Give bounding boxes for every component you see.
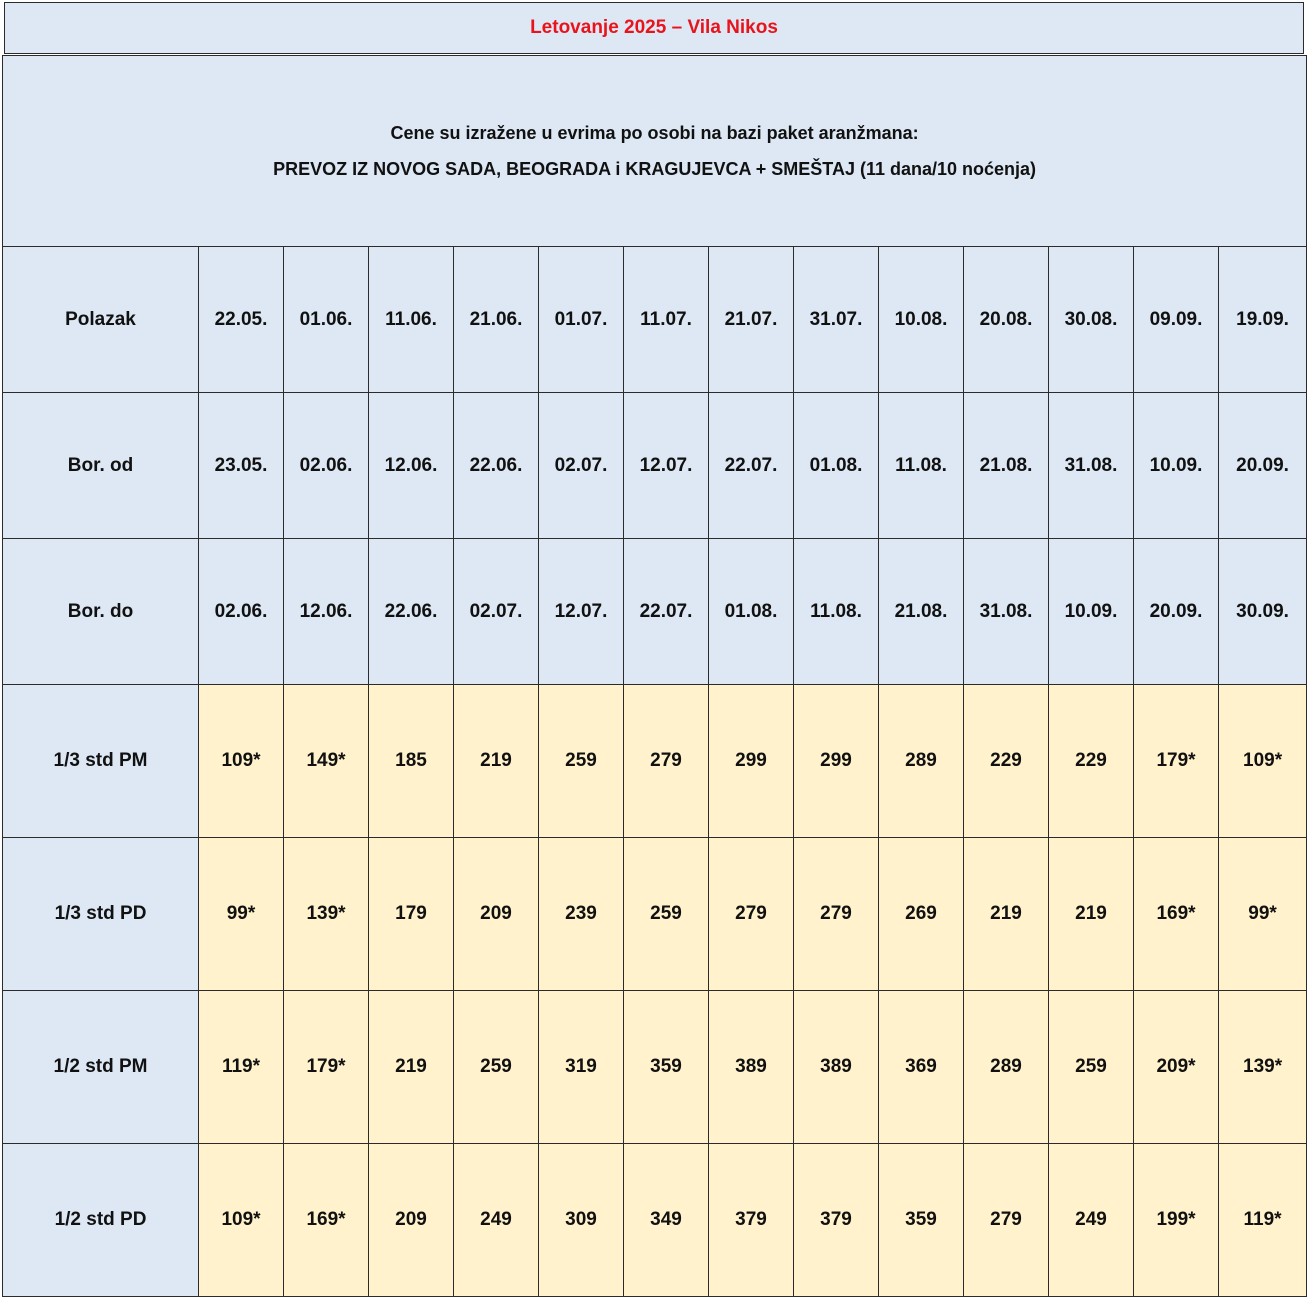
table-cell: 01.08. — [794, 393, 879, 539]
table-cell: 10.09. — [1049, 539, 1134, 685]
date-row — [3, 539, 1307, 685]
table-cell: 219 — [964, 838, 1049, 991]
table-cell: 279 — [794, 838, 879, 991]
table-cell: 02.07. — [454, 539, 539, 685]
table-cell: 139* — [284, 838, 369, 991]
table-cell: 289 — [964, 991, 1049, 1144]
table-cell: 22.05. — [199, 247, 284, 393]
table-cell: 12.06. — [369, 393, 454, 539]
date-row — [3, 393, 1307, 539]
table-cell: 12.07. — [624, 393, 709, 539]
row-label: 1/3 std PM — [3, 685, 199, 838]
table-cell: 179* — [1134, 685, 1219, 838]
table-cell: 209 — [369, 1144, 454, 1297]
table-cell: 30.08. — [1049, 247, 1134, 393]
table-cell: 10.09. — [1134, 393, 1219, 539]
table-cell: 22.06. — [369, 539, 454, 685]
table-cell: 11.08. — [879, 393, 964, 539]
table-cell: 02.06. — [199, 539, 284, 685]
table-cell: 10.08. — [879, 247, 964, 393]
table-cell: 349 — [624, 1144, 709, 1297]
row-label: Bor. do — [3, 539, 199, 685]
price-row — [3, 1144, 1307, 1297]
table-cell: 309 — [539, 1144, 624, 1297]
table-cell: 109* — [199, 685, 284, 838]
row-label: Polazak — [3, 247, 199, 393]
table-cell: 239 — [539, 838, 624, 991]
price-row — [3, 838, 1307, 991]
table-cell: 119* — [199, 991, 284, 1144]
table-cell: 319 — [539, 991, 624, 1144]
table-cell: 21.07. — [709, 247, 794, 393]
table-cell: 359 — [879, 1144, 964, 1297]
table-cell: 21.08. — [964, 393, 1049, 539]
table-cell: 169* — [284, 1144, 369, 1297]
table-cell: 31.07. — [794, 247, 879, 393]
table-cell: 23.05. — [199, 393, 284, 539]
table-cell: 389 — [794, 991, 879, 1144]
table-cell: 259 — [454, 991, 539, 1144]
title-box — [4, 2, 1304, 54]
table-cell: 249 — [454, 1144, 539, 1297]
table-cell: 01.08. — [709, 539, 794, 685]
table-cell: 19.09. — [1219, 247, 1307, 393]
table-cell: 22.07. — [624, 539, 709, 685]
table-cell: 209* — [1134, 991, 1219, 1144]
table-cell: 21.06. — [454, 247, 539, 393]
table-cell: 279 — [624, 685, 709, 838]
table-cell: 11.06. — [369, 247, 454, 393]
price-table — [2, 55, 1307, 1297]
info-row — [3, 56, 1307, 247]
table-cell: 379 — [709, 1144, 794, 1297]
page-title: Letovanje 2025 – Vila Nikos — [530, 17, 778, 38]
table-cell: 20.09. — [1219, 393, 1307, 539]
info-line-2: PREVOZ IZ NOVOG SADA, BEOGRADA i KRAGUJEVCA + SMEŠTAJ (11 dana/10 noćenja) — [273, 159, 1037, 179]
table-cell: 99* — [1219, 838, 1307, 991]
table-cell: 20.08. — [964, 247, 1049, 393]
info-line-1: Cene su izražene u evrima po osobi na bazi paket aranžmana: — [390, 123, 919, 143]
table-cell: 31.08. — [964, 539, 1049, 685]
table-cell: 199* — [1134, 1144, 1219, 1297]
row-label: 1/2 std PM — [3, 991, 199, 1144]
table-cell: 249 — [1049, 1144, 1134, 1297]
table-cell: 369 — [879, 991, 964, 1144]
table-cell: 01.06. — [284, 247, 369, 393]
table-cell: 229 — [964, 685, 1049, 838]
price-row — [3, 991, 1307, 1144]
row-label: Bor. od — [3, 393, 199, 539]
table-cell: 389 — [709, 991, 794, 1144]
table-cell: 279 — [964, 1144, 1049, 1297]
table-cell: 359 — [624, 991, 709, 1144]
table-cell: 209 — [454, 838, 539, 991]
table-cell: 259 — [539, 685, 624, 838]
table-cell: 379 — [794, 1144, 879, 1297]
table-cell: 11.08. — [794, 539, 879, 685]
table-cell: 119* — [1219, 1144, 1307, 1297]
table-cell: 21.08. — [879, 539, 964, 685]
table-cell: 259 — [624, 838, 709, 991]
table-cell: 12.07. — [539, 539, 624, 685]
table-cell: 269 — [879, 838, 964, 991]
table-cell: 139* — [1219, 991, 1307, 1144]
table-cell: 09.09. — [1134, 247, 1219, 393]
table-cell: 219 — [1049, 838, 1134, 991]
table-cell: 02.06. — [284, 393, 369, 539]
info-cell — [3, 56, 1307, 247]
table-cell: 169* — [1134, 838, 1219, 991]
table-cell: 30.09. — [1219, 539, 1307, 685]
table-cell: 219 — [369, 991, 454, 1144]
table-cell: 179 — [369, 838, 454, 991]
table-cell: 20.09. — [1134, 539, 1219, 685]
row-label: 1/3 std PD — [3, 838, 199, 991]
table-cell: 22.07. — [709, 393, 794, 539]
table-cell: 99* — [199, 838, 284, 991]
table-cell: 109* — [199, 1144, 284, 1297]
row-label: 1/2 std PD — [3, 1144, 199, 1297]
table-cell: 179* — [284, 991, 369, 1144]
table-cell: 299 — [794, 685, 879, 838]
table-cell: 01.07. — [539, 247, 624, 393]
table-cell: 22.06. — [454, 393, 539, 539]
table-cell: 229 — [1049, 685, 1134, 838]
table-cell: 12.06. — [284, 539, 369, 685]
table-cell: 109* — [1219, 685, 1307, 838]
table-cell: 219 — [454, 685, 539, 838]
date-row — [3, 247, 1307, 393]
table-cell: 299 — [709, 685, 794, 838]
table-cell: 02.07. — [539, 393, 624, 539]
table-cell: 11.07. — [624, 247, 709, 393]
price-row — [3, 685, 1307, 838]
table-cell: 149* — [284, 685, 369, 838]
table-cell: 259 — [1049, 991, 1134, 1144]
table-cell: 289 — [879, 685, 964, 838]
table-cell: 279 — [709, 838, 794, 991]
table-cell: 185 — [369, 685, 454, 838]
table-cell: 31.08. — [1049, 393, 1134, 539]
